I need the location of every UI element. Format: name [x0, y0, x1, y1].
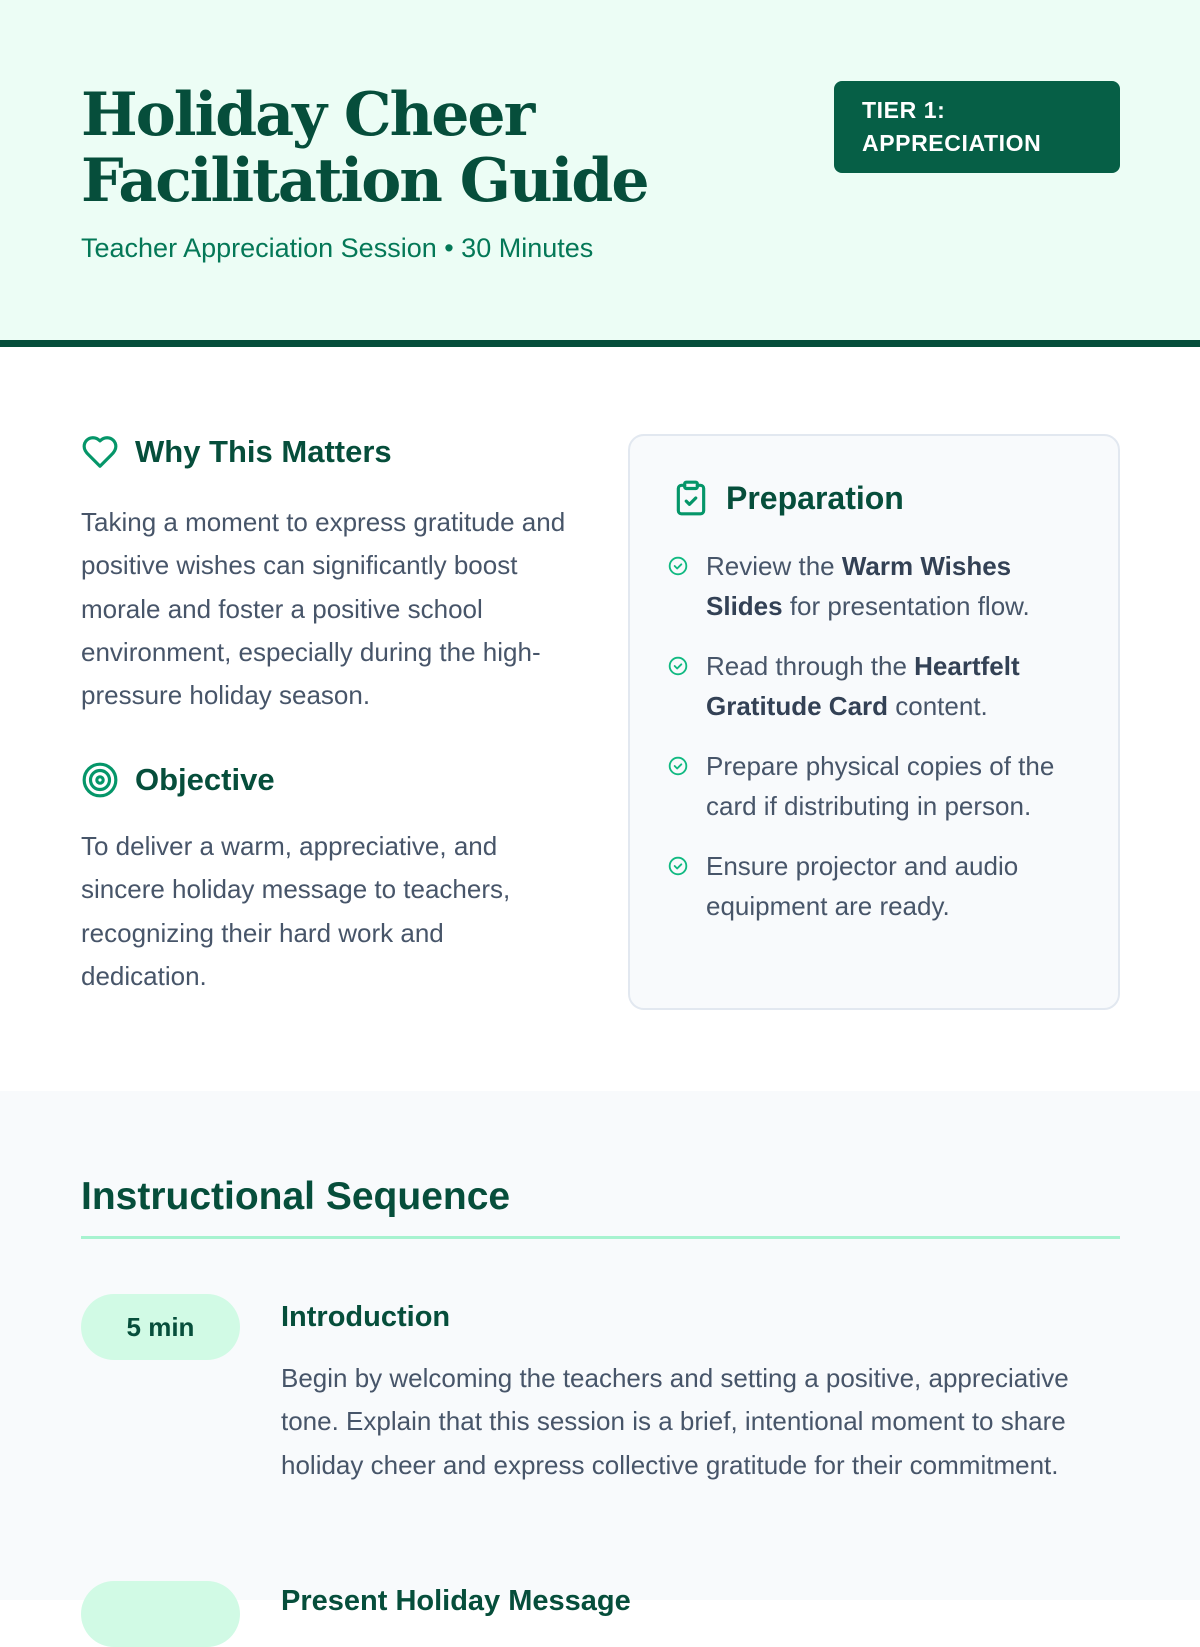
sequence-divider — [81, 1236, 1120, 1239]
why-this-matters-text: Taking a moment to express gratitude and positive wishes can significantly boost morale and foster a positive school environment, especially during the high-pressure holiday season. — [81, 507, 566, 711]
target-icon — [81, 761, 119, 799]
heart-icon — [81, 433, 119, 471]
check-circle-icon — [668, 856, 688, 876]
why-this-matters-heading — [81, 432, 392, 472]
check-circle-icon — [668, 756, 688, 776]
objective-heading — [81, 760, 275, 800]
objective-label: Objective — [135, 762, 275, 797]
step-title: Introduction — [281, 1301, 451, 1333]
preparation-label: Preparation — [726, 480, 904, 516]
prep-item-text: Review the Warm Wishes Slides for presentation flow. — [706, 551, 1030, 621]
step-description: Begin by welcoming the teachers and setting a positive, appreciative tone. Explain that this session is a brief, intentional moment to share holiday cheer and express collective gratitude for their commitment. — [281, 1363, 1069, 1480]
prep-item-text: Read through the Heartfelt Gratitude Card content. — [706, 651, 1020, 721]
page-header — [0, 0, 1200, 347]
prep-item-text: Prepare physical copies of the card if distributing in person. — [706, 751, 1055, 821]
objective-text: To deliver a warm, appreciative, and sincere holiday message to teachers, recognizing their hard work and dedication. — [81, 831, 511, 991]
preparation-card — [628, 434, 1120, 1010]
tier-badge: TIER 1: APPRECIATION — [834, 81, 1120, 173]
prep-item-text: Ensure projector and audio equipment are ready. — [706, 851, 1019, 921]
list-item — [668, 646, 1088, 726]
check-circle-icon — [668, 656, 688, 676]
instructional-sequence — [0, 1091, 1200, 1617]
time-pill — [81, 1581, 240, 1647]
sequence-title: Instructional Sequence — [81, 1175, 511, 1218]
page-title: Holiday Cheer Facilitation Guide — [81, 80, 648, 216]
step-title: Present Holiday Message — [281, 1585, 631, 1617]
check-circle-icon — [668, 556, 688, 576]
preparation-heading — [672, 478, 904, 518]
time-pill: 5 min — [81, 1294, 240, 1360]
list-item — [668, 746, 1088, 826]
list-item — [668, 546, 1088, 626]
list-item — [668, 846, 1088, 926]
clipboard-check-icon — [672, 478, 710, 518]
preparation-list — [668, 546, 1088, 946]
page-subtitle: Teacher Appreciation Session • 30 Minutes — [81, 233, 594, 263]
why-this-matters-label: Why This Matters — [135, 434, 392, 469]
